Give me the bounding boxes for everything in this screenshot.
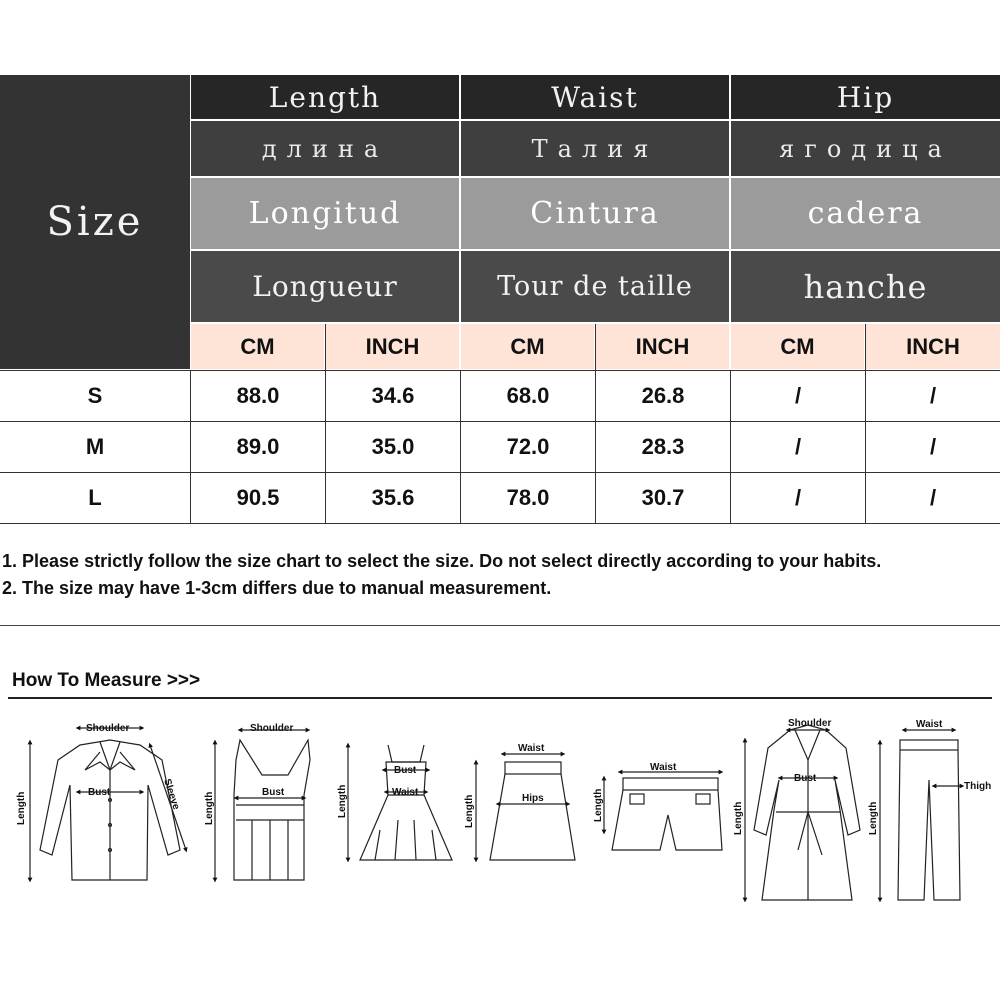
table-cell: [461, 422, 595, 472]
cell-value: 34.6: [371, 383, 415, 408]
cell-value: 78.0: [506, 485, 550, 510]
unit-label: INCH: [906, 333, 960, 359]
note-1: 1. Please strictly follow the size chart to select the size. Do not select directly according to your habits.: [2, 551, 882, 571]
cell-value: /: [794, 383, 802, 408]
hip-header-es: [731, 178, 1000, 249]
table-cell: [866, 371, 1000, 421]
label-waist: Waist: [916, 719, 943, 730]
cell-value: 90.5: [236, 485, 280, 510]
size-header-label: Size: [46, 199, 144, 245]
table-cell: [866, 422, 1000, 472]
unit-cell: [326, 324, 459, 369]
waist-label-es: Cintura: [530, 196, 660, 231]
unit-cell: [866, 324, 1000, 369]
length-header-es: [191, 178, 459, 249]
blouse-icon: [30, 728, 186, 880]
length-header-ru: [191, 121, 459, 176]
camisole-icon: [215, 730, 310, 880]
hip-label-ru: ягодица: [779, 134, 952, 163]
cell-value: 89.0: [236, 434, 280, 459]
size-header: [0, 75, 190, 369]
size-value: M: [85, 434, 105, 459]
table-cell: [326, 371, 460, 421]
size-cell-m: [0, 422, 190, 472]
unit-cell: [191, 324, 324, 369]
label-length: Length: [868, 801, 879, 835]
waist-header-es: [461, 178, 729, 249]
table-cell: [191, 422, 325, 472]
table-cell: [596, 473, 730, 523]
label-sleeve: Sleeve: [161, 777, 182, 812]
label-length: Length: [733, 801, 744, 835]
measurement-illustrations: [0, 700, 1000, 940]
cell-value: 35.6: [371, 485, 415, 510]
note-2: 2. The size may have 1-3cm differs due to manual measurement.: [2, 578, 552, 598]
table-cell: [731, 422, 865, 472]
label-bust: Bust: [262, 787, 285, 798]
label-waist: Waist: [392, 787, 419, 798]
pants-icon: [880, 730, 962, 900]
length-label-en: Length: [268, 80, 382, 114]
label-thigh: Thigh: [964, 781, 992, 792]
label-hips: Hips: [522, 793, 544, 804]
label-bust: Bust: [88, 787, 111, 798]
table-cell: [326, 473, 460, 523]
unit-cell: [461, 324, 594, 369]
size-cell-s: [0, 371, 190, 421]
hip-header-ru: [731, 121, 1000, 176]
table-cell: [191, 473, 325, 523]
waist-header-ru: [461, 121, 729, 176]
table-cell: [461, 473, 595, 523]
label-shoulder: Shoulder: [250, 723, 294, 734]
label-length: Length: [593, 788, 604, 822]
size-cell-l: [0, 473, 190, 523]
cell-value: /: [794, 485, 802, 510]
unit-label: CM: [510, 333, 545, 359]
cell-value: 28.3: [641, 434, 685, 459]
cell-value: 68.0: [506, 383, 550, 408]
label-length: Length: [204, 791, 215, 825]
unit-cell: [596, 324, 729, 369]
table-cell: [731, 473, 865, 523]
length-label-es: Longitud: [248, 196, 402, 231]
shorts-icon: [604, 772, 722, 850]
unit-label: CM: [780, 333, 815, 359]
hip-header-fr: [731, 251, 1000, 322]
table-cell: [596, 371, 730, 421]
table-cell: [326, 422, 460, 472]
waist-header-en: [461, 75, 729, 119]
label-shoulder: Shoulder: [788, 718, 832, 729]
waist-header-fr: [461, 251, 729, 322]
label-length: Length: [464, 794, 475, 828]
unit-label: CM: [240, 333, 275, 359]
hip-label-en: Hip: [836, 80, 895, 114]
size-value: S: [87, 383, 103, 408]
section-divider: [0, 625, 1000, 626]
length-label-ru: длина: [261, 134, 389, 163]
table-cell: [866, 473, 1000, 523]
length-header-fr: [191, 251, 459, 322]
unit-label: INCH: [365, 333, 420, 359]
unit-label: INCH: [635, 333, 690, 359]
coat-icon: [745, 725, 860, 900]
hip-label-fr: hanche: [803, 267, 928, 306]
unit-cell: [731, 324, 864, 369]
cell-value: 30.7: [641, 485, 685, 510]
cell-value: /: [929, 383, 937, 408]
waist-label-en: Waist: [551, 80, 639, 114]
label-length: Length: [337, 784, 348, 818]
label-waist: Waist: [518, 743, 545, 754]
cell-value: 72.0: [506, 434, 550, 459]
label-length: Length: [16, 791, 27, 825]
cell-value: 26.8: [641, 383, 685, 408]
waist-label-ru: Талия: [531, 134, 659, 163]
table-cell: [191, 371, 325, 421]
how-to-measure-title-text: How To Measure >>>: [12, 670, 201, 691]
waist-label-fr: Tour de taille: [497, 271, 693, 302]
cell-value: /: [929, 485, 937, 510]
label-bust: Bust: [794, 773, 817, 784]
table-cell: [596, 422, 730, 472]
hip-header-en: [731, 75, 1000, 119]
length-header-en: [191, 75, 459, 119]
table-cell: [461, 371, 595, 421]
title-underline: [8, 697, 992, 699]
cell-value: 88.0: [236, 383, 280, 408]
length-label-fr: Longueur: [252, 270, 398, 303]
skirt-icon: [476, 754, 575, 860]
label-shoulder: Shoulder: [86, 723, 130, 734]
table-cell: [731, 371, 865, 421]
size-value: L: [88, 485, 102, 510]
dress-icon: [348, 745, 452, 860]
cell-value: /: [929, 434, 937, 459]
cell-value: 35.0: [371, 434, 415, 459]
hip-label-es: cadera: [807, 196, 924, 231]
cell-value: /: [794, 434, 802, 459]
label-waist: Waist: [650, 762, 677, 773]
label-bust: Bust: [394, 765, 417, 776]
how-to-measure-title: [12, 670, 200, 692]
